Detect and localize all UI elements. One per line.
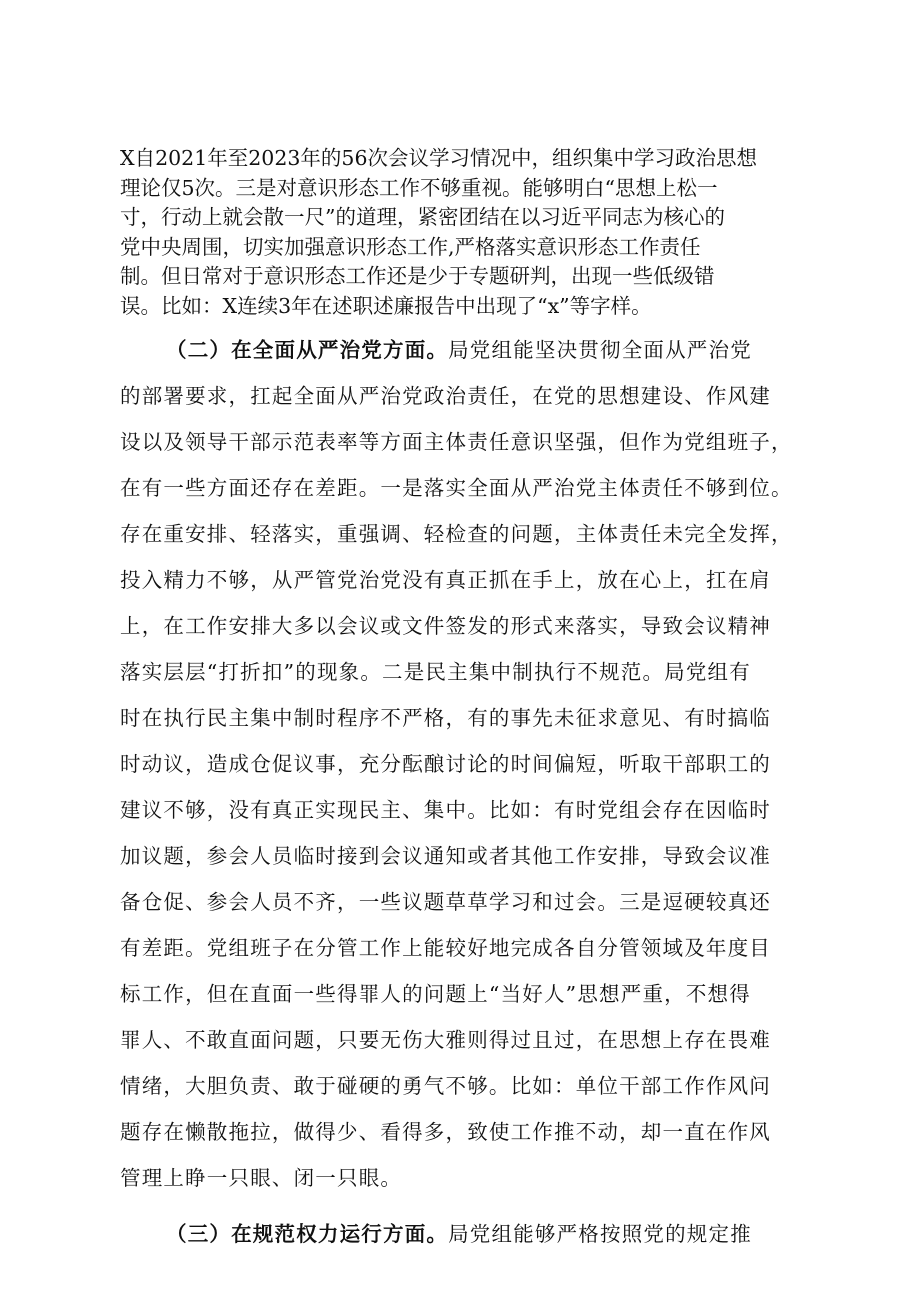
text-line: 投入精力不够，从严管党治党没有真正抓在手上，放在心上，扛在肩 [120, 568, 771, 592]
text-line: 标工作，但在直面一些得罪人的问题上“当好人”思想严重，不想得 [120, 982, 751, 1006]
section-heading: （二）在全面从严治党方面。 [166, 338, 449, 362]
text-line: 上，在工作安排大多以会议或文件签发的形式来落实，导致会议精神 [120, 614, 771, 638]
text-line: 制。但日常对于意识形态工作还是少于专题研判，出现一些低级错 [120, 264, 715, 288]
section-first-line [166, 1220, 752, 1248]
text-line: 建议不够，没有真正实现民主、集中。比如：有时党组会存在因临时 [120, 798, 771, 822]
text-line: 备仓促、参会人员不齐，一些议题草草学习和过会。三是逗硬较真还 [120, 890, 771, 914]
text-line: 设以及领导干部示范表率等方面主体责任意识坚强，但作为党组班子， [120, 430, 793, 454]
text-line: 时在执行民主集中制时程序不严格，有的事先未征求意见、有时搞临 [120, 706, 771, 730]
section-lead-text: 局党组能够严格按照党的规定推 [448, 1222, 752, 1246]
section-first-line [166, 336, 752, 364]
text-line: 加议题，参会人员临时接到会议通知或者其他工作安排，导致会议准 [120, 844, 771, 868]
text-line: 时动议，造成仓促议事，充分酝酿讨论的时间偏短，听取干部职工的 [120, 752, 771, 776]
text-line: 题存在懒散拖拉，做得少、看得多，致使工作推不动，却一直在作风 [120, 1120, 771, 1144]
text-line: 罪人、不敢直面问题，只要无伤大雅则得过且过，在思想上存在畏难 [120, 1028, 771, 1052]
text-line: 误。比如：X连续3年在述职述廉报告中出现了“x”等字样。 [120, 294, 652, 318]
text-line: 存在重安排、轻落实，重强调、轻检查的问题，主体责任未完全发挥， [120, 522, 793, 546]
text-line: 落实层层“打折扣”的现象。二是民主集中制执行不规范。局党组有 [120, 660, 751, 684]
text-line: X自2021年至2023年的56次会议学习情况中，组织集中学习政治思想 [120, 146, 758, 170]
text-line: 情绪，大胆负责、敢于碰硬的勇气不够。比如：单位干部工作作风问 [120, 1074, 771, 1098]
section-heading: （三）在规范权力运行方面。 [166, 1222, 449, 1246]
text-line: 党中央周围，切实加强意识形态工作,严格落实意识形态工作责任 [120, 235, 701, 259]
text-line: 在有一些方面还存在差距。一是落实全面从严治党主体责任不够到位。 [120, 476, 793, 500]
text-line: 寸，行动上就会散一尺”的道理，紧密团结在以习近平同志为核心的 [120, 205, 725, 229]
text-line: 有差距。党组班子在分管工作上能较好地完成各自分管领域及年度目 [120, 936, 771, 960]
text-line: 理论仅5次。三是对意识形态工作不够重视。能够明白“思想上松一 [120, 176, 718, 200]
text-line: 的部署要求，扛起全面从严治党政治责任，在党的思想建设、作风建 [120, 384, 771, 408]
section-lead-text: 局党组能坚决贯彻全面从严治党 [448, 338, 752, 362]
text-line: 管理上睁一只眼、闭一只眼。 [120, 1166, 403, 1190]
